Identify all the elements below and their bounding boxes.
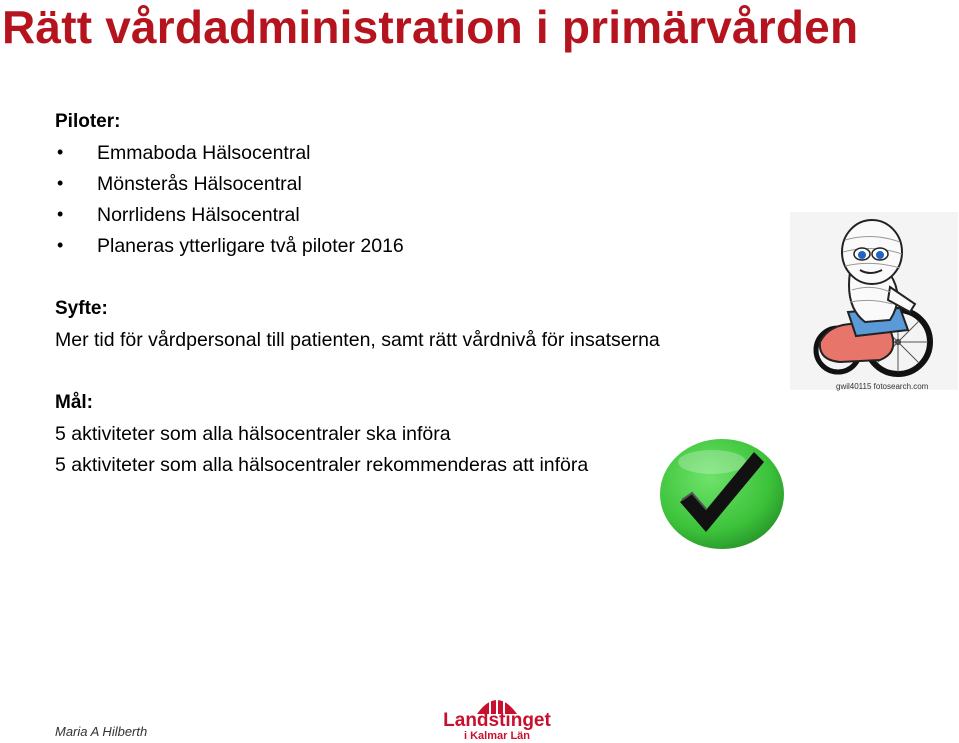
footer-author: Maria A Hilberth [55, 724, 148, 739]
bullet-icon: • [57, 235, 64, 255]
logo-sub-text: i Kalmar Län [463, 730, 531, 742]
purpose-text: Mer tid för vårdpersonal till patienten, samt rätt vårdnivå för insatserna [55, 329, 660, 351]
bullet-icon: • [57, 142, 64, 162]
bullet-icon: • [57, 204, 64, 224]
landstinget-logo [442, 690, 552, 743]
page-title: Rätt vårdadministration i primärvården [2, 1, 859, 53]
logo-main-text: Landstinget [443, 710, 551, 731]
goal-line: 5 aktiviteter som alla hälsocentraler rekommenderas att införa [55, 454, 589, 476]
pilots-heading: Piloter: [55, 111, 121, 132]
green-checkmark-icon [658, 436, 786, 552]
goal-line: 5 aktiviteter som alla hälsocentraler ska införa [55, 423, 451, 445]
goals-heading: Mål: [55, 392, 93, 413]
purpose-heading: Syfte: [55, 298, 108, 319]
bullet-icon: • [57, 173, 64, 193]
bandaged-wheelchair-person-icon [790, 212, 958, 390]
image-credit: gwil40115 fotosearch.com [836, 382, 929, 391]
